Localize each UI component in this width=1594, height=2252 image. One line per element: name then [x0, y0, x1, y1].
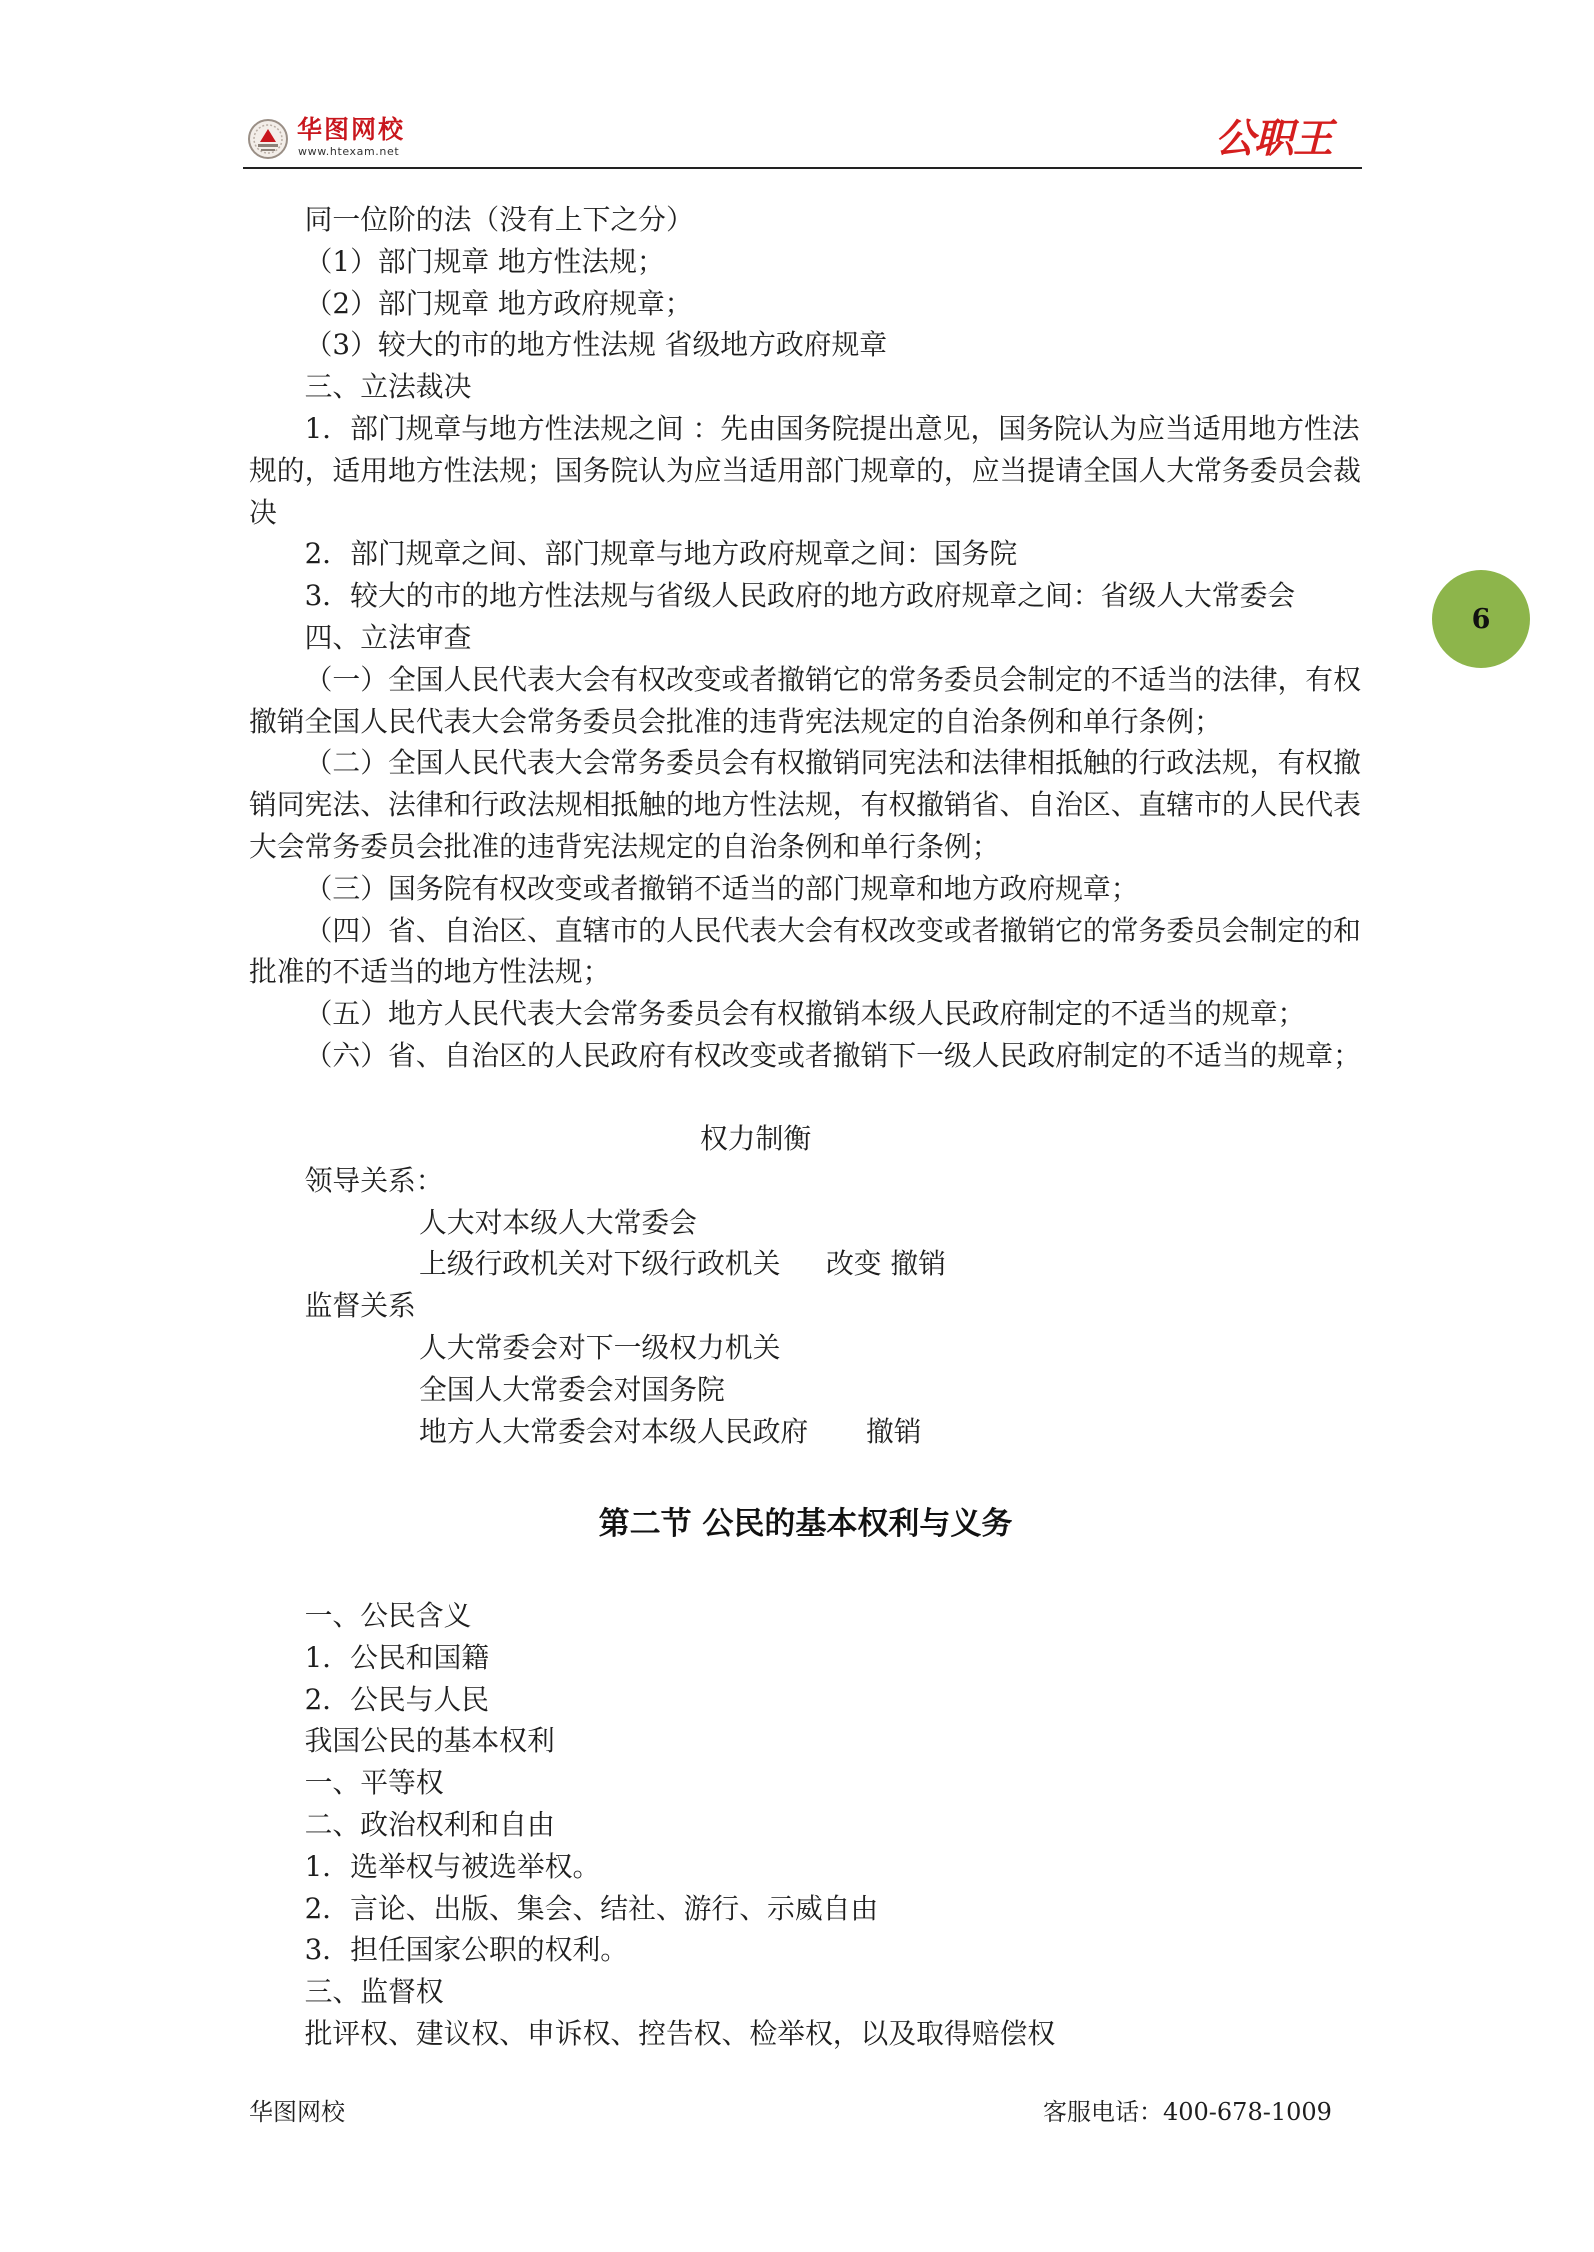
section-heading: 一、公民含义 — [304, 1599, 472, 1632]
logo-name: 华图网校 — [297, 115, 406, 144]
list-item-continuation: 销同宪法、法律和行政法规相抵触的地方性法规，有权撤销省、自治区、直辖市的人民代表 — [249, 788, 1361, 822]
section-heading: 二、政治权利和自由 — [304, 1807, 555, 1841]
list-item-continuation: 批准的不适当的地方性法规； — [249, 955, 611, 989]
list-item: （2）部门规章 地方政府规章； — [304, 286, 693, 320]
relation-text: 全国人大常委会对国务院 — [419, 1372, 725, 1406]
list-item: 1．选举权与被选举权。 — [304, 1849, 601, 1883]
list-item: 1．公民和国籍 — [304, 1640, 490, 1674]
leadership-label: 领导关系： — [304, 1163, 444, 1197]
list-item-continuation: 决 — [249, 495, 277, 529]
supervision-label: 监督关系 — [304, 1289, 416, 1323]
paragraph-line: 批评权、建议权、申诉权、控告权、检举权，以及取得赔偿权 — [304, 2016, 1056, 2050]
page-number: 6 — [1471, 603, 1491, 635]
header-divider — [243, 167, 1362, 169]
checks-balances-title: 权力制衡 — [700, 1122, 812, 1155]
list-item: 2．言论、出版、集会、结社、游行、示威自由 — [304, 1891, 879, 1925]
huatu-emblem-icon — [246, 118, 290, 160]
citizen-rights-section — [249, 1595, 1362, 2055]
list-item: （六）省、自治区的人民政府有权改变或者撤销下一级人民政府制定的不适当的规章； — [304, 1038, 1361, 1072]
list-item: （四）省、自治区、直辖市的人民代表大会有权改变或者撤销它的常务委员会制定的和 — [304, 913, 1361, 947]
list-item: （二）全国人民代表大会常务委员会有权撤销同宪法和法律相抵触的行政法规，有权撤 — [304, 746, 1361, 780]
relation-text: 上级行政机关对下级行政机关 — [419, 1247, 781, 1281]
list-item: 2．公民与人民 — [304, 1682, 490, 1716]
list-item: （三）国务院有权改变或者撤销不适当的部门规章和地方政府规章； — [304, 871, 1139, 905]
relation-text: 人大对本级人大常委会 — [419, 1205, 697, 1239]
footer-hotline: 客服电话：400-678-1009 — [1043, 2098, 1332, 2126]
list-item: （3）较大的市的地方性法规 省级地方政府规章 — [304, 328, 888, 362]
list-item: （五）地方人民代表大会常务委员会有权撤销本级人民政府制定的不适当的规章； — [304, 997, 1306, 1031]
logo-url: www.htexam.net — [298, 145, 400, 158]
page-number-badge — [1432, 570, 1530, 668]
list-item: 1．部门规章与地方性法规之间 ：先由国务院提出意见，国务院认为应当适用地方性法 — [304, 411, 1360, 445]
section-heading: 四、立法审查 — [304, 620, 472, 654]
section-heading: 三、监督权 — [304, 1975, 444, 2009]
huatu-logo — [246, 116, 421, 162]
footer-brand: 华图网校 — [249, 2098, 345, 2126]
relation-text: 人大常委会对下一级权力机关 — [419, 1330, 781, 1364]
relation-row — [249, 1243, 1362, 1285]
list-item-continuation: 撤销全国人民代表大会常务委员会批准的违背宪法规定的自治条例和单行条例； — [249, 704, 1222, 738]
relation-row — [249, 1411, 1362, 1453]
legislation-section — [249, 199, 1362, 1077]
section-heading: 一、平等权 — [304, 1766, 444, 1800]
section-heading: 三、立法裁决 — [304, 370, 472, 404]
relation-powers: 撤销 — [866, 1414, 922, 1448]
list-item: 2．部门规章之间、部门规章与地方政府规章之间：国务院 — [304, 537, 1018, 571]
gongzhiwang-logo: 公职王 — [1215, 116, 1332, 162]
list-item-continuation: 规的，适用地方性法规；国务院认为应当适用部门规章的，应当提请全国人大常务委员会裁 — [249, 453, 1361, 487]
checks-balances-section — [249, 1118, 1362, 1452]
relation-row — [249, 1202, 1362, 1244]
section-title: 第二节 公民的基本权利与义务 — [598, 1506, 1013, 1542]
list-item-continuation: 大会常务委员会批准的违背宪法规定的自治条例和单行条例； — [249, 829, 1000, 863]
relation-text: 地方人大常委会对本级人民政府 — [419, 1414, 809, 1448]
subheading: 我国公民的基本权利 — [304, 1724, 555, 1758]
relation-powers: 改变 撤销 — [826, 1247, 947, 1281]
list-item: （1）部门规章 地方性法规； — [304, 244, 665, 278]
list-item: 3．担任国家公职的权利。 — [304, 1933, 629, 1967]
list-item: 3．较大的市的地方性法规与省级人民政府的地方政府规章之间：省级人大常委会 — [304, 579, 1296, 613]
relation-row — [249, 1327, 1362, 1369]
subheading: 同一位阶的法（没有上下之分） — [304, 203, 694, 236]
list-item: （一）全国人民代表大会有权改变或者撤销它的常务委员会制定的不适当的法律，有权 — [304, 662, 1361, 696]
relation-row — [249, 1369, 1362, 1411]
